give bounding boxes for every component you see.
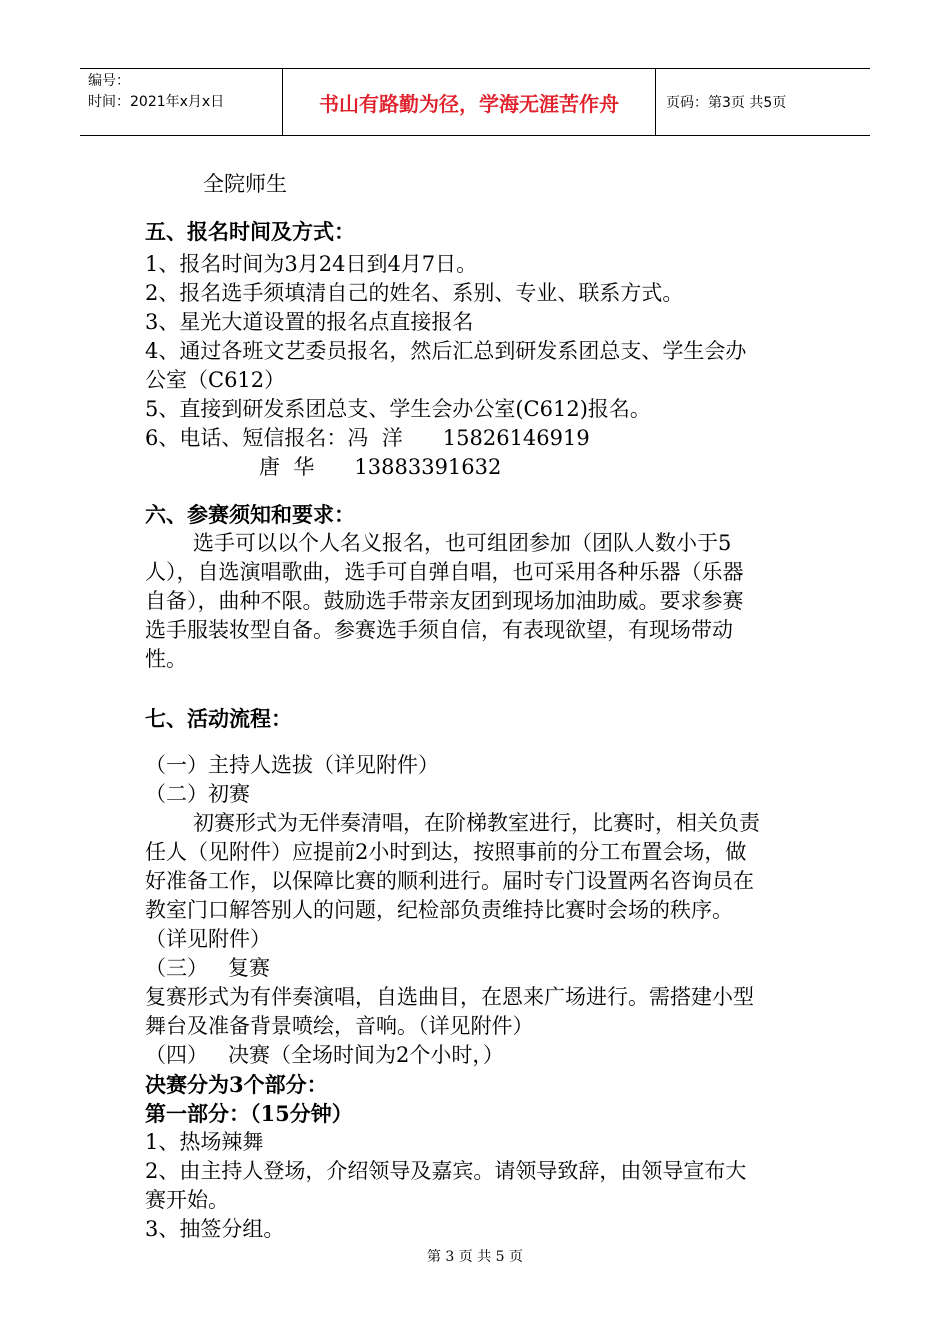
s5-item-2: 2、报名选手须填清自己的姓名、系别、专业、联系方式。 xyxy=(145,281,684,305)
s7-paragraph-2: 复赛形式为有伴奏演唱，自选曲目，在恩来广场进行。需搭建小型舞台及准备背景喷绘，音响。（详见附件） xyxy=(145,985,754,1038)
page-header xyxy=(80,68,870,136)
s5-item-5: 5、直接到研发系团总支、学生会办公室(C612)报名。 xyxy=(145,397,651,421)
p1-item-1: 1、热场辣舞 xyxy=(145,1130,264,1154)
audience-text: 全院师生 xyxy=(203,172,287,196)
s7-item-3: （三） 复赛 xyxy=(145,956,271,980)
section6-title: 六、参赛须知和要求： xyxy=(145,502,355,527)
s7-paragraph-1: 初赛形式为无伴奏清唱，在阶梯教室进行，比赛时，相关负责任人（见附件）应提前2小时到达，按照事前的分工布置会场，做好准备工作，以保障比赛的顺利进行。届时专门设置两名咨询员在教室门口解答别人的问题，纪检部负责维持比赛时会场的秩序。（详见附件） xyxy=(145,811,760,951)
s6-paragraph: 选手可以以个人名义报名，也可组团参加（团队人数小于5人），自选演唱歌曲，选手可自弹自唱，也可采用各种乐器（乐器自备），曲种不限。鼓励选手带亲友团到现场加油助威。要求参赛选手服装妆型自备。参赛选手须自信，有表现欲望，有现场带动性。 xyxy=(145,531,744,671)
header-meta xyxy=(80,69,282,135)
s5-item-6: 6、电话、短信报名：冯 洋 15826146919 xyxy=(145,426,590,450)
page-footer: 第 3 页 共 5 页 xyxy=(426,1249,524,1265)
header-page-label: 页码：第3页 共5页 xyxy=(666,95,787,111)
s5-item-1: 1、报名时间为3月24日到4月7日。 xyxy=(145,252,478,276)
s5-item-6-contact2: 唐 华 13883391632 xyxy=(259,455,502,479)
time-label: 时间：2021年x月x日 xyxy=(88,94,225,110)
document-body xyxy=(145,170,763,1244)
part1-title: 第一部分：（15分钟） xyxy=(145,1101,353,1126)
number-label: 编号： xyxy=(88,73,130,89)
s7-item-4: （四） 决赛（全场时间为2个小时，） xyxy=(145,1043,504,1067)
p1-item-2: 2、由主持人登场，介绍领导及嘉宾。请领导致辞，由领导宣布大赛开始。 xyxy=(145,1159,747,1212)
s7-item-1: （一）主持人选拔（详见附件） xyxy=(145,753,439,777)
p1-item-3: 3、抽签分组。 xyxy=(145,1217,285,1241)
s5-item-3: 3、星光大道设置的报名点直接报名 xyxy=(145,310,474,334)
final-parts-title: 决赛分为3个部分： xyxy=(145,1072,328,1097)
section5-title: 五、报名时间及方式： xyxy=(145,219,355,244)
section7-title: 七、活动流程： xyxy=(145,706,292,731)
s7-item-2: （二）初赛 xyxy=(145,782,250,806)
header-slogan: 书山有路勤为径，学海无涯苦作舟 xyxy=(282,69,656,135)
s5-item-4: 4、通过各班文艺委员报名，然后汇总到研发系团总支、学生会办公室（C612） xyxy=(145,339,747,392)
